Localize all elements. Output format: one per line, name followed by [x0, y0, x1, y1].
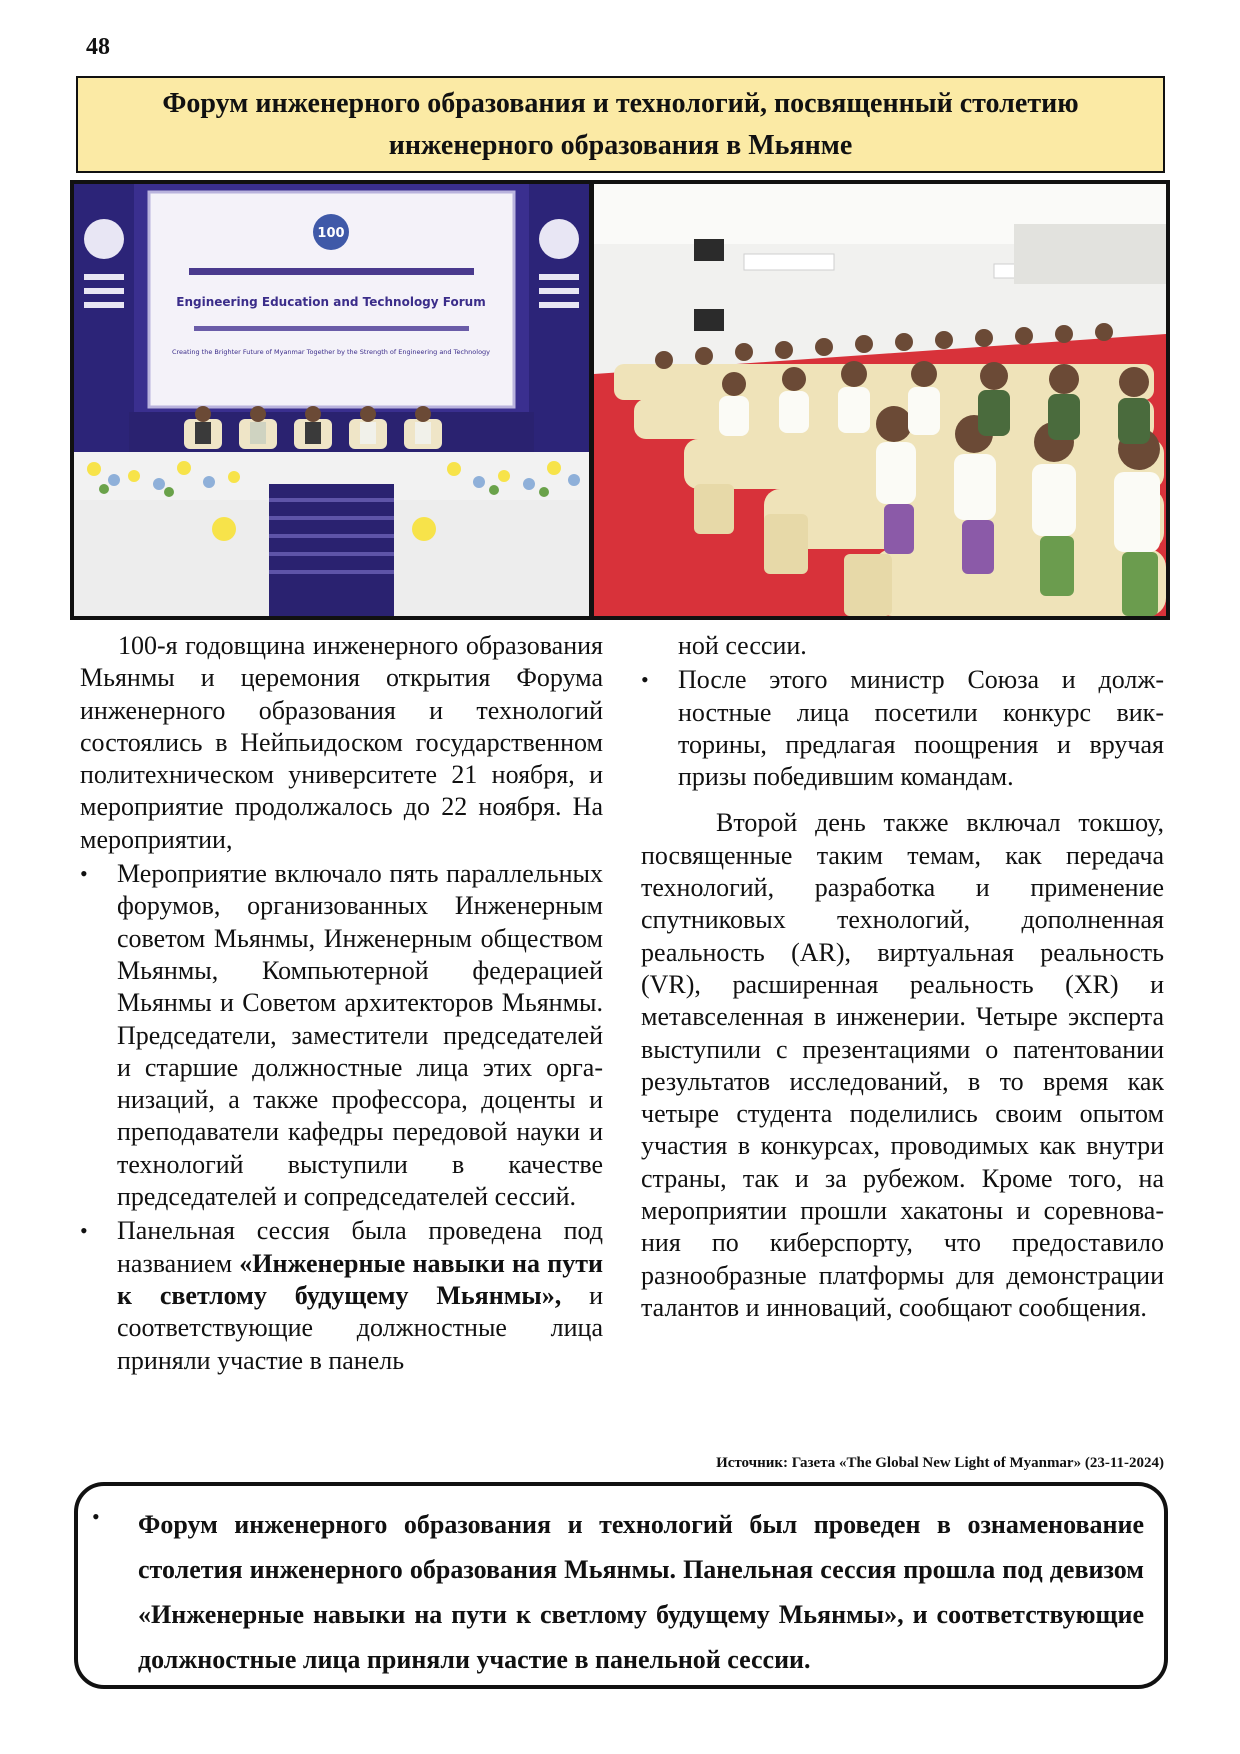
- panel-title: «Инженерные навыки на пути к светлому будущему Мьянмы»,: [117, 1248, 603, 1310]
- page-number: 48: [86, 34, 110, 60]
- article-intro: 100-я годовщина инженерного образования Мьянмы и церемония открытия Форума инженерного образования и технологий состоялись в Нейпьидоском государственном политехническом университете 21 ноября, и мероприятие продолжалось до 22 ноября. На мероприятии,: [80, 631, 603, 854]
- bullet-item-panel: [80, 1215, 603, 1376]
- panel-text-continued: ной сессии.: [678, 631, 807, 660]
- bullet-icon: •: [80, 861, 88, 887]
- article-column-right: [641, 630, 1164, 1324]
- article-day-two: Второй день также включал токшоу, посвященные таким темам, как передача технологий, разработка и применение спутниковых технологий, дополненная реальность (AR), виртуальная реальность (VR), расширенная реальность (XR) и метавселенная в инженерии. Четыре эксперта выступили с презентациями о патентовании результатов исследований, в то время как четыре студента поделились своим опытом участия в конкурсах, проводимых как внутри страны, так и за рубежом. Кроме того, на мероприятии прошли хакатоны и соревнования по киберспорту, что предоставило разнообразные платформы для демонстрации талантов и инноваций, сообщают сообщения.: [641, 808, 1164, 1322]
- stage-photo-illustration: [74, 184, 589, 616]
- bullet-item-quiz: [641, 664, 1164, 793]
- page-title: Форум инженерного образования и технологий, посвященный столетию инженерного образования в Мьянме: [162, 87, 1079, 161]
- bullet-icon: •: [80, 1218, 88, 1244]
- bullet-icon: •: [92, 1504, 100, 1529]
- audience-photo-illustration: [594, 184, 1166, 616]
- bullet-icon: •: [641, 667, 649, 693]
- photo-strip: [70, 180, 1170, 620]
- article-column-left: [80, 630, 603, 1377]
- summary-item: [92, 1502, 1144, 1682]
- summary-box: [74, 1482, 1168, 1689]
- summary-text: Форум инженерного образования и технологий был проведен в ознаменование столетия инженерного образования Мьянмы. Панельная сессия прошла под девизом «Инженерные навыки на пути к светлому будущему Мьянмы», и соответствующие должностные лица приняли участие в панельной сессии.: [138, 1510, 1144, 1674]
- stage-photo: [74, 184, 589, 616]
- stage-banner-subtitle: Creating the Brighter Future of Myanmar Together by the Strength of Engineering and Technology: [171, 348, 491, 356]
- title-box: [76, 76, 1165, 173]
- bullet-text-forums: Мероприятие включало пять параллельных форумов, организованных Инженерным советом Мьянмы, Инженерным обществом Мьянмы, Компьютерной федерацией Мьянмы и Советом архитекторов Мьянмы. Председатели, заместители председателей и старшие должностные лица этих организаций, а также профессора, доценты и преподаватели кафедры передовой науки и технологий выступили в качестве председателей и сопредседателей сессий.: [117, 859, 603, 1212]
- bullet-text-quiz: После этого министр Союза и должностные лица посетили конкурс викторины, предлагая поощрения и вручая призы победившим командам.: [678, 665, 1164, 792]
- stage-banner-title: Engineering Education and Technology Forum: [176, 295, 486, 309]
- panel-text-suffix: и соответствующие должностные лица приняли участие в панель: [117, 1280, 603, 1375]
- stage-logo-number: 100: [317, 226, 345, 241]
- panel-text-prefix: Панельная сессия была проведена под названием: [117, 1216, 603, 1278]
- audience-photo: [594, 184, 1166, 616]
- bullet-text-panel: [117, 1215, 603, 1376]
- source-citation: Источник: Газета «The Global New Light of Myanmar» (23-11-2024): [716, 1455, 1164, 1471]
- bullet-item-forums: [80, 858, 603, 1213]
